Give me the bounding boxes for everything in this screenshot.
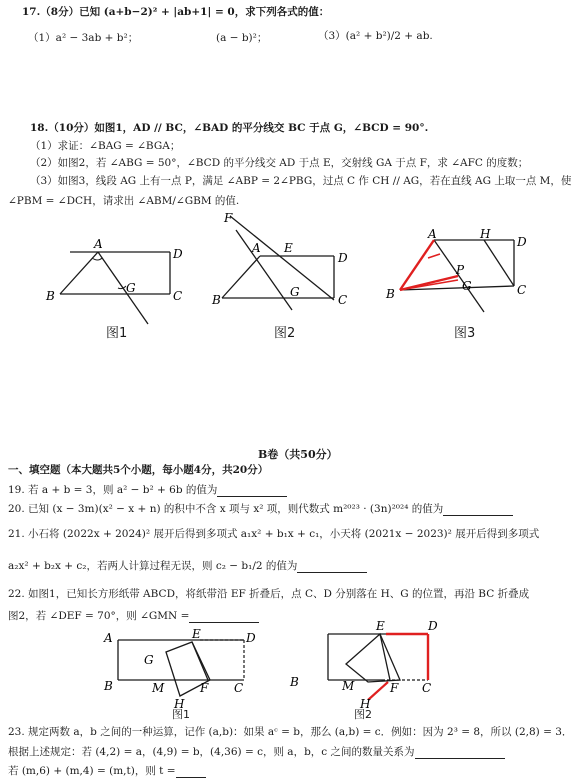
label-B: B [104,679,113,693]
q21-line1: 21. 小石将 (2022x + 2024)² 展开后得到多项式 a₁x² + b₁x + c₁，小天将 (2021x − 2023)² 展开后得到多项式 [8,528,540,540]
label-D: D [517,235,527,249]
label-G: G [144,653,154,667]
q22-line2: 图2，若 ∠DEF = 70°，则 ∠GMN = [8,610,259,623]
label-C: C [234,681,244,695]
q21-line2: a₂x² + b₂x + c₂，若两人计算过程无误，则 c₂ − b₁/2 的值为 [8,560,367,573]
q18-figure-2 [212,210,362,320]
label-M: M [342,679,355,693]
q18-part3a: （3）如图3，线段 AG 上有一点 P，满足 ∠ABP = 2∠PBG，过点 C 作 CH // AG，若在直线 AG 上取一点 M，使 [30,175,572,187]
q22-line1: 22. 如图1，已知长方形纸带 ABCD，将纸带沿 EF 折叠后，点 C、D 分别落在 H、G 的位置，再沿 BC 折叠成 [8,588,530,600]
label-A: A [94,237,103,251]
label-C: C [422,681,432,695]
label-B: B [212,293,221,307]
q19-text: 19. 若 a + b = 3，则 a² − b² + 6b 的值为 [8,484,287,497]
q23-line3: 若 (m,6) + (m,4) = (m,t)，则 t = [8,765,206,778]
label-D: D [428,619,438,633]
q18-part2: （2）如图2，若 ∠ABG = 50°，∠BCD 的平分线交 AD 于点 E，交射线 GA 于点 F，求 ∠AFC 的度数； [30,157,529,169]
label-A: A [252,241,261,255]
label-E: E [376,619,385,633]
label-B: B [46,289,55,303]
label-P: P [456,263,465,277]
q18-figure-3 [384,228,534,328]
q18-caption-2: 图2 [274,326,296,341]
label-H: H [174,697,185,711]
q17-part1: （1）a² − 3ab + b²； [28,32,139,44]
q22-caption-2: 图2 [354,708,372,721]
label-E: E [192,627,201,641]
label-F: F [224,211,233,225]
q22-caption-1: 图1 [172,708,190,721]
label-C: C [517,283,527,297]
q23-line2: 根据上述规定：若 (4,2) = a，(4,9) = b，(4,36) = c，则 a，b，c 之间的数量关系为 [8,746,505,759]
label-H: H [480,227,491,241]
label-G: G [462,279,472,293]
q23-line1: 23. 规定两数 a，b 之间的一种运算，记作 (a,b)：如果 aᶜ = b，那么 (a,b) = c．例如：因为 2³ = 8，所以 (2,8) = 3． [8,726,573,738]
q18-stem: 18.（10分）如图1，AD // BC，∠BAD 的平分线交 BC 于点 G，∠BCD = 90°. [30,122,429,134]
q18-part1: （1）求证：∠BAG = ∠BGA； [30,140,181,152]
label-E: E [284,241,293,255]
q18-caption-1: 图1 [106,326,128,341]
label-F: F [390,681,399,695]
label-B: B [386,287,395,301]
q18-caption-3: 图3 [454,326,476,341]
label-B: B [290,675,299,689]
label-G: G [126,281,136,295]
label-C: C [338,293,348,307]
q22-figure-2 [290,620,450,710]
label-D: D [173,247,183,261]
label-M: M [152,681,165,695]
partB-title: B卷（共50分） [258,448,338,461]
partB-section: 一、填空题（本大题共5个小题，每小题4分，共20分） [8,464,269,476]
label-A: A [428,227,437,241]
label-F: F [200,681,209,695]
q17-part2: (a − b)²； [216,32,268,44]
label-A: A [104,631,113,645]
label-D: D [338,251,348,265]
q18-part3b: ∠PBM = ∠DCH，请求出 ∠ABM/∠GBM 的值. [8,195,240,207]
q17-stem: 17.（8分）已知 (a+b−2)² + |ab+1| = 0，求下列各式的值： [22,6,330,18]
label-D: D [246,631,256,645]
q17-part3: （3）(a² + b²)/2 + ab. [318,30,433,42]
label-H: H [360,697,371,711]
label-G: G [290,285,300,299]
q20-text: 20. 已知 (x − 3m)(x² − x + n) 的积中不含 x 项与 x² 项，则代数式 m²⁰²³ · (3n)²⁰²⁴ 的值为 [8,503,513,516]
label-C: C [173,289,183,303]
